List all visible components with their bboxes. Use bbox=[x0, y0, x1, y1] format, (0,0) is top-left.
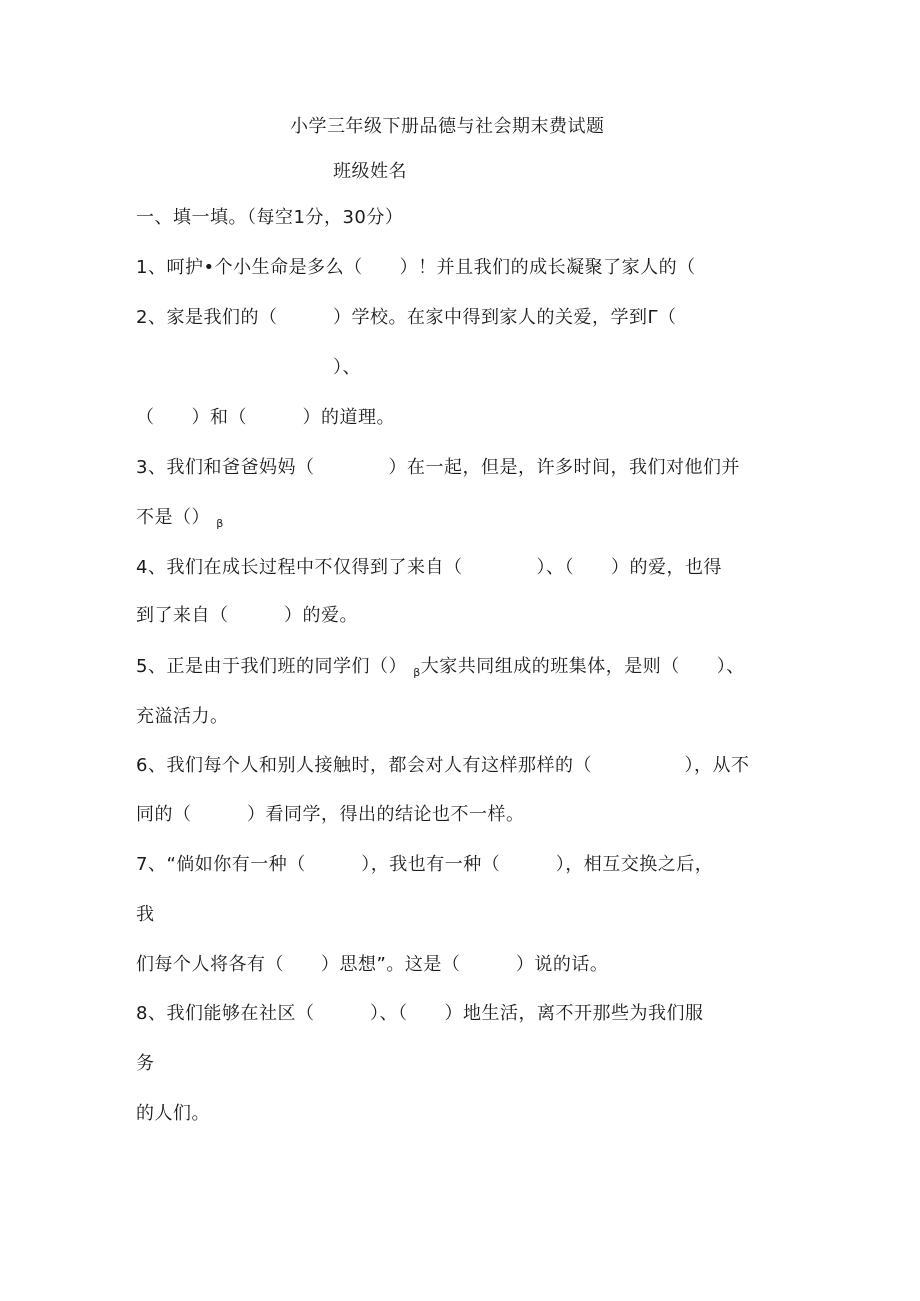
question-6-line-2: 同的（ ）看同学，得出的结论也不一样。 bbox=[136, 804, 525, 825]
question-3-text: 不是（） bbox=[136, 507, 210, 528]
question-3-mark: β bbox=[216, 517, 224, 530]
question-8-line-3: 的人们。 bbox=[136, 1103, 210, 1124]
question-4-line-2: 到了来自（ ）的爱。 bbox=[136, 605, 358, 626]
question-3-line-2 bbox=[136, 506, 796, 536]
question-5-line-2: 充溢活力。 bbox=[136, 706, 229, 727]
question-2-line-2: ）、 bbox=[333, 357, 361, 378]
class-name-line: 班级姓名 bbox=[333, 161, 407, 182]
question-2-line-1: 2、家是我们的（ ）学校。在家中得到家人的关爱，学到Γ（ bbox=[136, 307, 677, 328]
section-heading: 一、填一填。（每空1分，30分） bbox=[136, 207, 404, 228]
question-6-line-1: 6、我们每个人和别人接触时，都会对人有这样那样的（ ），从不 bbox=[136, 755, 750, 776]
question-5-text-b: 大家共同组成的班集体，是则（ ）、 bbox=[420, 656, 745, 677]
question-7-line-3: 们每个人将各有（ ）思想”。这是（ ）说的话。 bbox=[136, 954, 609, 975]
question-5-mark: β bbox=[413, 666, 421, 679]
question-3-line-1: 3、我们和爸爸妈妈（ ）在一起，但是，许多时间，我们对他们并 bbox=[136, 457, 740, 478]
page-title: 小学三年级下册品德与社会期末费试题 bbox=[290, 116, 605, 137]
question-7-line-1: 7、“倘如你有一种（ ），我也有一种（ ），相互交换之后， bbox=[136, 854, 714, 875]
question-2-line-3: （ ）和（ ）的道理。 bbox=[136, 407, 395, 428]
question-7-line-2: 我 bbox=[136, 904, 155, 925]
question-5-line-1 bbox=[136, 655, 796, 685]
question-8-line-2: 务 bbox=[136, 1053, 155, 1074]
question-1: 1、呵护•个小生命是多么（ ）！并且我们的成长凝聚了家人的（ bbox=[136, 257, 696, 278]
question-5-text-a: 5、正是由于我们班的同学们（） bbox=[136, 656, 407, 677]
question-8-line-1: 8、我们能够在社区（ ）、（ ）地生活，离不开那些为我们服 bbox=[136, 1003, 704, 1024]
question-4-line-1: 4、我们在成长过程中不仅得到了来自（ ）、（ ）的爱，也得 bbox=[136, 557, 722, 578]
